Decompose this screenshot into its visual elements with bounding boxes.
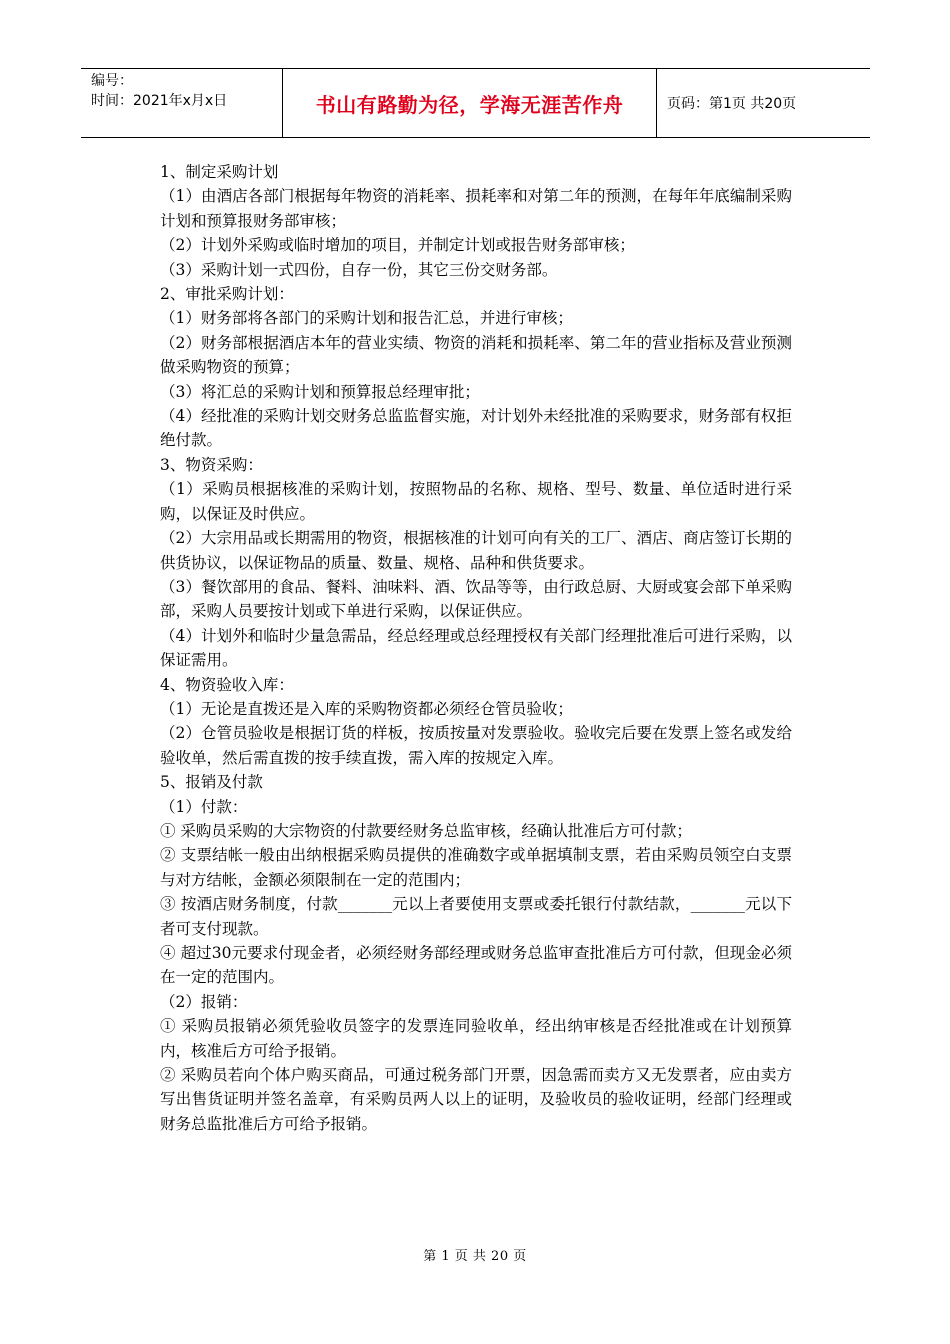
header-motto-cell <box>283 69 657 137</box>
paragraph: （2）报销： <box>160 992 248 1011</box>
number-label: 编号： <box>91 73 133 89</box>
paragraph: （2）仓管员验收是根据订货的样板，按质按量对发票验收。验收完后要在发票上签名或发给验收单，然后需直拨的按手续直拨，需入库的按规定入库。 <box>160 724 792 767</box>
paragraph: （3）将汇总的采购计划和预算报总经理审批； <box>160 382 480 401</box>
paragraph: 3、物资采购： <box>160 455 263 474</box>
paragraph: 4、物资验收入库： <box>160 675 294 694</box>
paragraph: （1）财务部将各部门的采购计划和报告汇总，并进行审核； <box>160 309 573 328</box>
paragraph: （1）无论是直拨还是入库的采购物资都必须经仓管员验收； <box>160 699 573 718</box>
header-page-info-cell <box>657 69 870 137</box>
paragraph: （1）采购员根据核准的采购计划，按照物品的名称、规格、型号、数量、单位适时进行采购，以保证及时供应。 <box>160 480 792 523</box>
header-meta <box>81 69 283 137</box>
paragraph: ② 支票结帐一般由出纳根据采购员提供的准确数字或单据填制支票，若由采购员领空白支票与对方结帐，金额必须限制在一定的范围内； <box>160 846 792 889</box>
paragraph: 5、报销及付款 <box>160 773 263 792</box>
document-body <box>160 160 792 1136</box>
paragraph: （1）付款： <box>160 797 248 816</box>
paragraph: （4）计划外和临时少量急需品，经总经理或总经理授权有关部门经理批准后可进行采购，以保证需用。 <box>160 626 792 670</box>
paragraph: （1）由酒店各部门根据每年物资的消耗率、损耗率和对第二年的预测，在每年年底编制采购计划和预算报财务部审核； <box>160 187 792 230</box>
paragraph: （4）经批准的采购计划交财务总监监督实施，对计划外未经批准的采购要求，财务部有权拒绝付款。 <box>160 407 792 450</box>
paragraph: ③ 按酒店财务制度，付款_______元以上者要使用支票或委托银行付款结款，_______元以下者可支付现款。 <box>160 895 792 938</box>
paragraph: （3）采购计划一式四份，自存一份，其它三份交财务部。 <box>160 260 558 279</box>
paragraph: ① 采购员报销必须凭验收员签字的发票连同验收单，经出纳审核是否经批准或在计划预算内，核准后方可给予报销。 <box>160 1017 792 1060</box>
paragraph: （2）大宗用品或长期需用的物资，根据核准的计划可向有关的工厂、酒店、商店签订长期的供货协议，以保证物品的质量、数量、规格、品种和供货要求。 <box>160 529 792 572</box>
paragraph: ① 采购员采购的大宗物资的付款要经财务总监审核，经确认批准后方可付款； <box>160 821 692 840</box>
paragraph: ④ 超过30元要求付现金者，必须经财务部经理或财务总监审查批准后方可付款，但现金必须在一定的范围内。 <box>160 944 792 987</box>
paragraph: （2）计划外采购或临时增加的项目，并制定计划或报告财务部审核； <box>160 236 635 255</box>
motto: 书山有路勤为径，学海无涯苦作舟 <box>315 92 624 117</box>
time-label: 时间：2021年x月x日 <box>91 93 228 109</box>
paragraph: 2、审批采购计划： <box>160 285 294 304</box>
paragraph: （2）财务部根据酒店本年的营业实绩、物资的消耗和损耗率、第二年的营业指标及营业预测做采购物资的预算； <box>160 333 792 377</box>
paragraph: （3）餐饮部用的食品、餐料、油味料、酒、饮品等等，由行政总厨、大厨或宴会部下单采购部，采购人员要按计划或下单进行采购，以保证供应。 <box>160 577 792 621</box>
paragraph: 1、制定采购计划 <box>160 163 279 181</box>
paragraph: ② 采购员若向个体户购买商品，可通过税务部门开票，因急需而卖方又无发票者，应由卖方写出售货证明并签名盖章，有采购员两人以上的证明，及验收员的验收证明，经部门经理或财务总监批准后方可给予报销。 <box>160 1066 792 1133</box>
document-header <box>81 68 870 138</box>
page-info: 页码：第1页 共20页 <box>667 96 797 112</box>
page-footer: 第 1 页 共 20 页 <box>423 1249 527 1264</box>
